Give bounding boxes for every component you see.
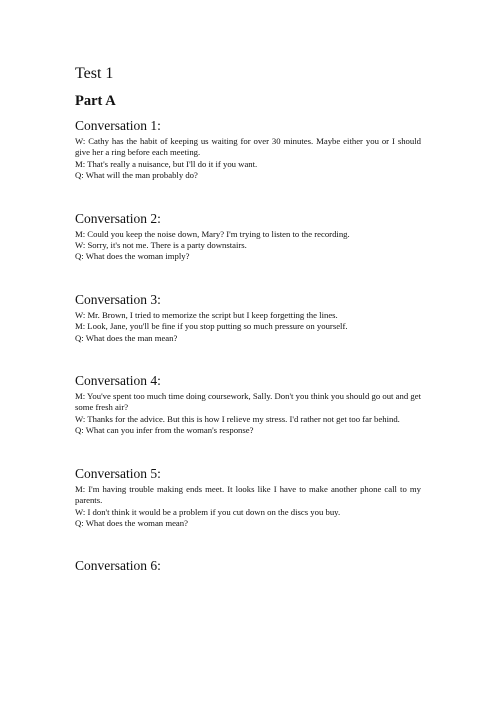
- conversation-title: Conversation 2:: [75, 210, 161, 226]
- conversation-line: W: Thanks for the advice. But this is how I relieve my stress. I'd rather not get too far behind.: [75, 413, 400, 424]
- conversation-line: W: Mr. Brown, I tried to memorize the script but I keep forgetting the lines.: [75, 309, 338, 320]
- conversation-4: [75, 373, 421, 437]
- conversation-question: Q: What does the woman imply?: [75, 251, 190, 262]
- conversation-title: Conversation 6:: [75, 558, 161, 574]
- conversation-5: [75, 466, 421, 530]
- conversation-line: M: You've spent too much time doing coursework, Sally. Don't you think you should go out and get some fresh air?: [75, 391, 421, 413]
- conversation-line: M: Look, Jane, you'll be fine if you stop putting so much pressure on yourself.: [75, 321, 348, 332]
- part-title: Part A: [75, 93, 116, 109]
- conversation-title: Conversation 1:: [75, 118, 161, 133]
- document-page: [75, 64, 421, 576]
- conversation-3: [75, 292, 421, 344]
- conversation-1: [75, 118, 421, 182]
- conversation-line: W: Sorry, it's not me. There is a party downstairs.: [75, 240, 247, 251]
- conversation-line: W: Cathy has the habit of keeping us waiting for over 30 minutes. Maybe either you or I should give her a ring before each meeting.: [75, 136, 421, 158]
- conversation-title: Conversation 4:: [75, 373, 161, 389]
- conversation-6: [75, 558, 421, 574]
- conversation-question: Q: What does the woman mean?: [75, 517, 188, 528]
- conversation-title: Conversation 3:: [75, 291, 161, 307]
- conversation-line: W: I don't think it would be a problem if you cut down on the discs you buy.: [75, 506, 341, 517]
- conversation-question: Q: What does the man mean?: [75, 332, 178, 343]
- conversation-question: Q: What will the man probably do?: [75, 170, 198, 181]
- conversation-line: M: That's really a nuisance, but I'll do it if you want.: [75, 158, 258, 169]
- conversation-line: M: Could you keep the noise down, Mary? I'm trying to listen to the recording.: [75, 228, 350, 239]
- conversation-title: Conversation 5:: [75, 465, 161, 481]
- conversation-2: [75, 211, 421, 263]
- test-title: Test 1: [75, 65, 114, 82]
- conversation-line: M: I'm having trouble making ends meet. It looks like I have to make another phone call to my parents.: [75, 483, 421, 506]
- conversation-question: Q: What can you infer from the woman's response?: [75, 425, 254, 436]
